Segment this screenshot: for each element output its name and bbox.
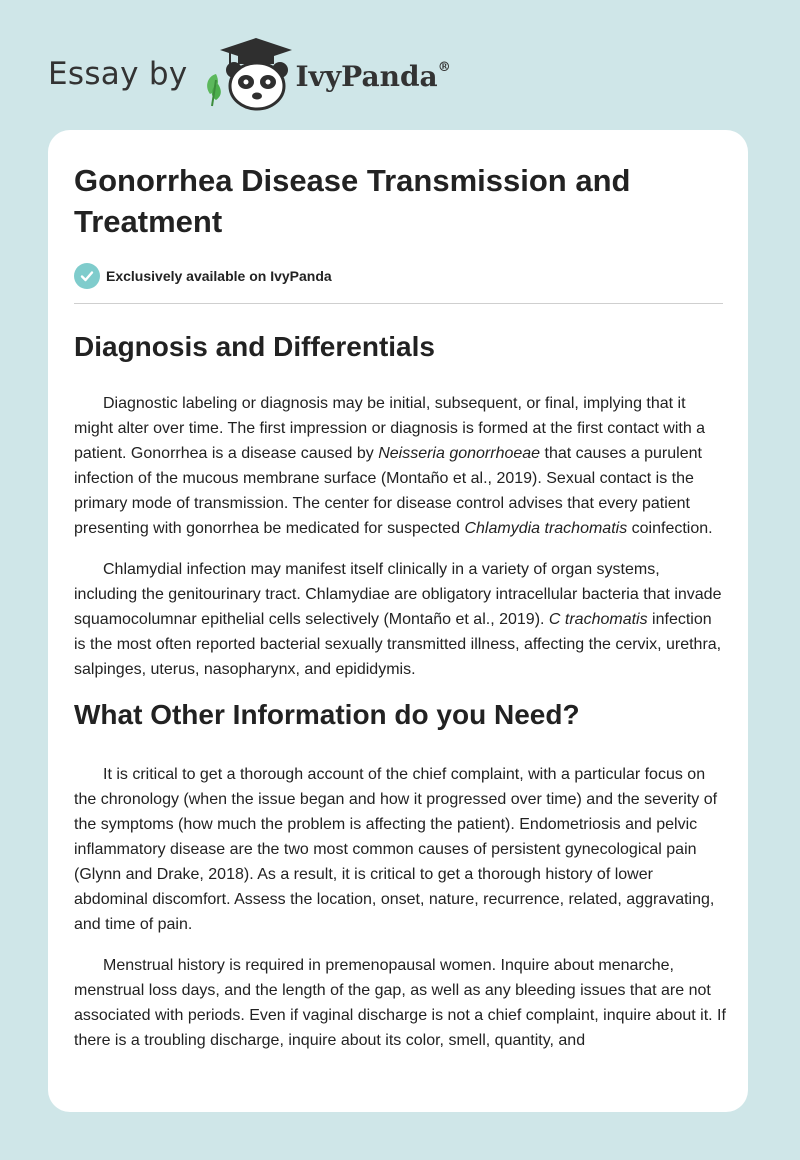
species-name: Neisseria gonorrhoeae (378, 445, 541, 462)
registered-mark: ® (437, 60, 451, 76)
exclusive-badge-label: Exclusively available on IvyPanda (106, 268, 332, 284)
section-heading-diagnosis: Diagnosis and Differentials (74, 331, 435, 362)
essay-by-label: Essay by (48, 56, 188, 92)
species-name: C trachomatis (548, 611, 648, 628)
paragraph: Chlamydial infection may manifest itself clinically in a variety of organ systems, including the genitourinary tract. Chlamydiae are obligatory intracellular bacteria that invade squamocolumnar epithelial cells selectively (Montaño et al., 2019). C trachomatis infection is the most often reported bacterial sexually transmitted illness, affecting the cervix, urethra, salpinges, uterus, nasopharynx, and epididymis. (74, 561, 722, 678)
brand-name[interactable]: IvyPanda® (295, 59, 451, 93)
site-header (48, 34, 451, 114)
article-card (48, 130, 748, 1112)
paragraph: Diagnostic labeling or diagnosis may be initial, subsequent, or final, implying that it might alter over time. The first impression or diagnosis is formed at the first contact with a patient. Gonorrhea is a disease caused by Neisseria gonorrhoeae that causes a purulent infection of the mucous membrane surface (Montaño et al., 2019). Sexual contact is the primary mode of transmission. The center for disease control advises that every patient presenting with gonorrhea be medicated for suspected Chlamydia trachomatis coinfection. (74, 395, 713, 537)
panda-logo-icon[interactable] (200, 36, 296, 112)
page-title: Gonorrhea Disease Transmission and Treatment (74, 163, 631, 239)
section-heading-other-info: What Other Information do you Need? (74, 699, 580, 730)
check-icon (74, 263, 100, 289)
species-name: Chlamydia trachomatis (464, 520, 628, 537)
paragraph: Menstrual history is required in premenopausal women. Inquire about menarche, menstrual loss days, and the length of the gap, as well as any bleeding issues that are not associated with periods. Even if vaginal discharge is not a chief complaint, inquire about it. If there is a troubling discharge, inquire about its color, smell, quantity, and (74, 957, 726, 1049)
title-divider (74, 303, 723, 304)
exclusive-badge (74, 262, 722, 290)
paragraph: It is critical to get a thorough account of the chief complaint, with a particular focus on the chronology (when the issue began and how it progressed over time) and the severity of the symptoms (how much the problem is affecting the patient). Endometriosis and pelvic inflammatory disease are the two most common causes of persistent gynecological pain (Glynn and Drake, 2018). As a result, it is critical to get a thorough history of lower abdominal discomfort. Assess the location, onset, nature, recurrence, related, aggravating, and time of pain. (74, 766, 718, 933)
